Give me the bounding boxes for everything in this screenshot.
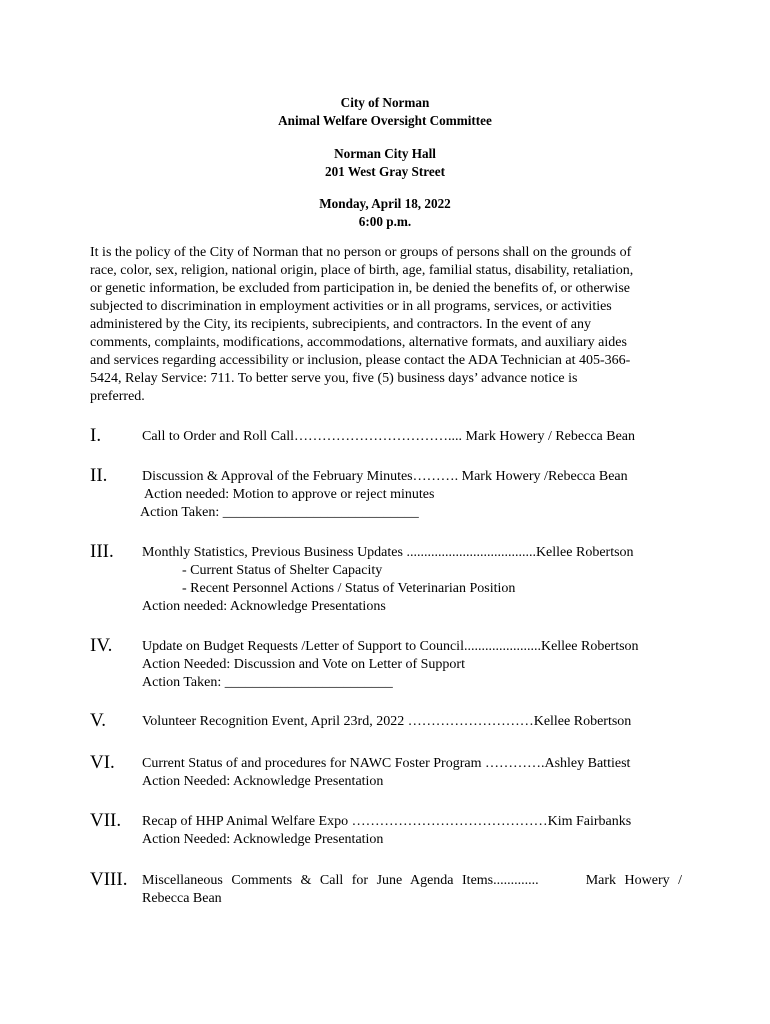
- item-presenter-continued: Rebecca Bean: [142, 891, 222, 906]
- item-numeral: VI.: [90, 752, 115, 773]
- policy-line: and services regarding accessibility or inclusion, please contact the ADA Technician at 405-366-: [90, 353, 631, 368]
- item-numeral: III.: [90, 541, 114, 562]
- item-numeral: II.: [90, 465, 108, 486]
- item-subitem: - Current Status of Shelter Capacity: [182, 563, 383, 578]
- item-title: Update on Budget Requests /Letter of Support to Council......................Kellee Robertson: [142, 639, 639, 654]
- item-action-taken: Action Taken: ____________________________: [140, 505, 419, 520]
- policy-line: It is the policy of the City of Norman that no person or groups of persons shall on the grounds of: [90, 245, 632, 260]
- item-title: Current Status of and procedures for NAWC Foster Program ………….Ashley Battiest: [142, 756, 631, 771]
- item-presenter: Mark Howery /: [585, 873, 682, 888]
- policy-line: race, color, sex, religion, national origin, place of birth, age, familial status, disability, retaliation,: [90, 263, 634, 278]
- meeting-time: 6:00 p.m.: [358, 214, 412, 229]
- policy-line: subjected to discrimination in employment activities or in all programs, services, or activities: [90, 299, 612, 314]
- org-name: City of Norman: [340, 95, 430, 110]
- item-numeral: I.: [90, 425, 102, 446]
- item-action-needed: Action Needed: Discussion and Vote on Letter of Support: [142, 657, 465, 672]
- item-subitem: - Recent Personnel Actions / Status of Veterinarian Position: [182, 581, 516, 596]
- item-action-needed: Action needed: Acknowledge Presentations: [142, 599, 386, 614]
- item-action-taken: Action Taken: ________________________: [142, 675, 393, 690]
- datetime-block: [0, 195, 770, 231]
- policy-line: preferred.: [90, 389, 145, 404]
- item-action-needed: Action Needed: Acknowledge Presentation: [142, 832, 384, 847]
- item-numeral: IV.: [90, 635, 113, 656]
- item-action-needed: Action needed: Motion to approve or reject minutes: [144, 487, 435, 502]
- item-title: Discussion & Approval of the February Minutes………. Mark Howery /Rebecca Bean: [142, 469, 628, 484]
- item-action-needed: Action Needed: Acknowledge Presentation: [142, 774, 384, 789]
- venue-name: Norman City Hall: [334, 146, 436, 161]
- venue-block: [0, 145, 770, 181]
- item-numeral: VII.: [90, 810, 122, 831]
- agenda-title-block: [0, 94, 770, 130]
- committee-name: Animal Welfare Oversight Committee: [278, 113, 492, 128]
- policy-line: or genetic information, be excluded from participation in, be denied the benefits of, or otherwise: [90, 281, 630, 296]
- policy-line: comments, complaints, modifications, accommodations, alternative formats, and auxiliary aides: [90, 335, 627, 350]
- policy-line: administered by the City, its recipients, subrecipients, and contractors. In the event of any: [90, 317, 592, 332]
- item-title: Volunteer Recognition Event, April 23rd, 2022 ………………………Kellee Robertson: [142, 714, 632, 729]
- item-title: Call to Order and Roll Call…………………………….... Mark Howery / Rebecca Bean: [142, 429, 636, 444]
- item-title: Monthly Statistics, Previous Business Updates .....................................Kellee Robertson: [142, 545, 634, 560]
- item-title: Miscellaneous Comments & Call for June Agenda Items.............: [142, 873, 539, 888]
- item-numeral: VIII.: [90, 869, 128, 890]
- meeting-date: Monday, April 18, 2022: [319, 196, 451, 211]
- venue-address: 201 West Gray Street: [324, 164, 445, 179]
- nondiscrimination-policy: [90, 244, 680, 406]
- item-title: Recap of HHP Animal Welfare Expo ……………………………………Kim Fairbanks: [142, 814, 632, 829]
- policy-line: 5424, Relay Service: 711. To better serve you, five (5) business days’ advance notice is: [90, 371, 578, 386]
- item-numeral: V.: [90, 710, 107, 731]
